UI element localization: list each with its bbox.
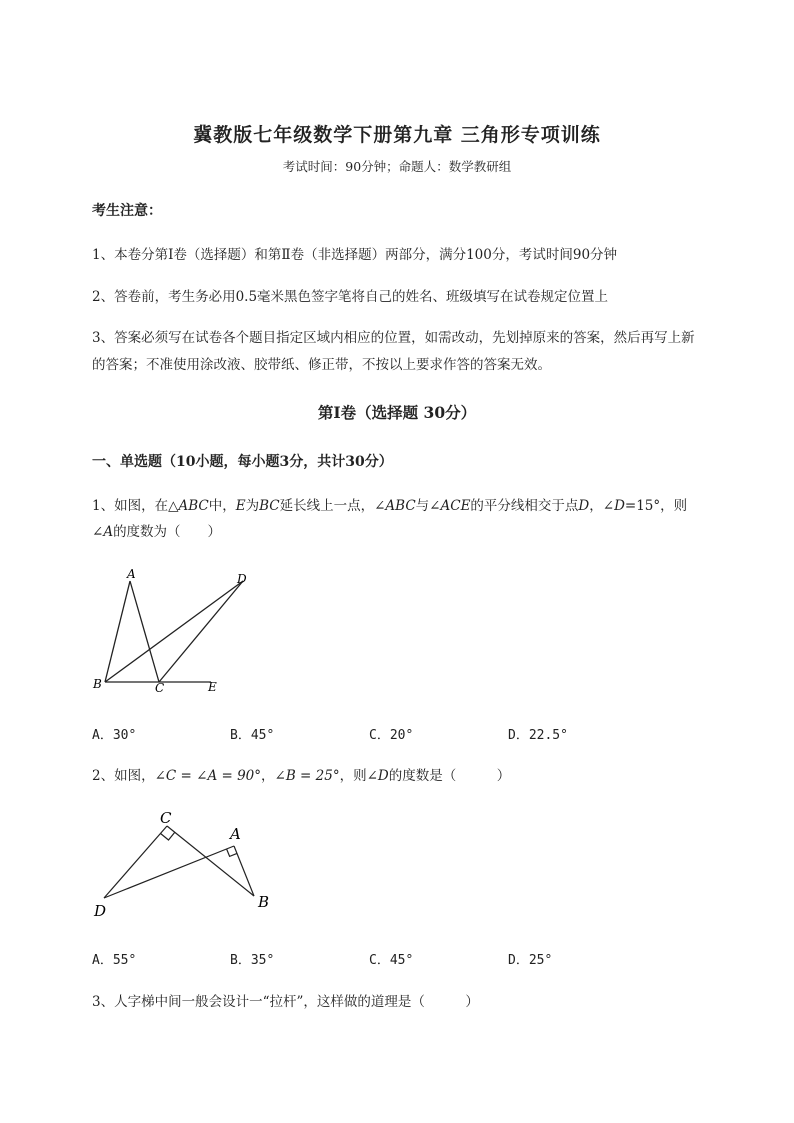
question-1-figure bbox=[85, 562, 255, 698]
question-2-figure bbox=[88, 806, 278, 921]
page-title: 冀教版七年级数学下册第九章 三角形专项训练 bbox=[193, 124, 601, 146]
question-2-option-b[interactable]: B．35° bbox=[230, 953, 275, 968]
label-d: D bbox=[94, 902, 107, 920]
question-2-option-a[interactable]: A．55° bbox=[92, 953, 137, 968]
section-title: 第Ⅰ卷（选择题 30分） bbox=[317, 403, 477, 422]
question-1-text: 1、如图，在△ABC中，E为BC延长线上一点，∠ABC与∠ACE的平分线相交于点D，∠D=15°，则 bbox=[92, 498, 688, 514]
exam-info: 考试时间：90分钟；命题人：数学教研组 bbox=[282, 159, 512, 174]
line-cb bbox=[167, 826, 254, 896]
question-2-option-d[interactable]: D．25° bbox=[508, 953, 553, 968]
question-1-text-cont: ∠A的度数为（ ） bbox=[92, 524, 222, 540]
label-b: B bbox=[93, 677, 102, 691]
notice-item-3-cont: 的答案；不准使用涂改液、胶带纸、修正带，不按以上要求作答的答案无效。 bbox=[92, 357, 551, 373]
part-heading: 一、单选题（10小题，每小题3分，共计30分） bbox=[92, 454, 393, 470]
line-ac bbox=[130, 581, 159, 682]
label-a: A bbox=[230, 825, 241, 843]
label-d: D bbox=[237, 572, 247, 586]
label-b: B bbox=[258, 893, 270, 911]
label-c: C bbox=[160, 809, 172, 827]
line-cd bbox=[159, 581, 243, 682]
question-3-text: 3、人字梯中间一般会设计一“拉杆”，这样做的道理是（ ） bbox=[92, 994, 479, 1010]
line-da bbox=[104, 846, 234, 898]
right-angle-c bbox=[161, 832, 175, 840]
question-1-option-b[interactable]: B．45° bbox=[230, 728, 275, 743]
notice-item-2: 2、答卷前，考生务必用0.5毫米黑色签字笔将自己的姓名、班级填写在试卷规定位置上 bbox=[92, 289, 609, 305]
question-2-option-c[interactable]: C．45° bbox=[369, 953, 414, 968]
question-2-text: 2、如图，∠C = ∠A = 90°，∠B = 25°，则∠D的度数是（ ） bbox=[92, 768, 511, 784]
label-c: C bbox=[155, 681, 165, 695]
question-1-option-d[interactable]: D．22.5° bbox=[508, 728, 568, 743]
label-a: A bbox=[127, 567, 136, 581]
notice-item-1: 1、本卷分第Ⅰ卷（选择题）和第Ⅱ卷（非选择题）两部分，满分100分，考试时间90分钟 bbox=[92, 247, 618, 263]
question-1-option-a[interactable]: A．30° bbox=[92, 728, 137, 743]
notice-item-3: 3、答案必须写在试卷各个题目指定区域内相应的位置，如需改动，先划掉原来的答案，然后再写上新 bbox=[92, 330, 695, 346]
line-dc bbox=[104, 826, 167, 898]
question-1-option-c[interactable]: C．20° bbox=[369, 728, 414, 743]
notice-heading: 考生注意： bbox=[92, 203, 162, 219]
label-e: E bbox=[208, 680, 217, 694]
